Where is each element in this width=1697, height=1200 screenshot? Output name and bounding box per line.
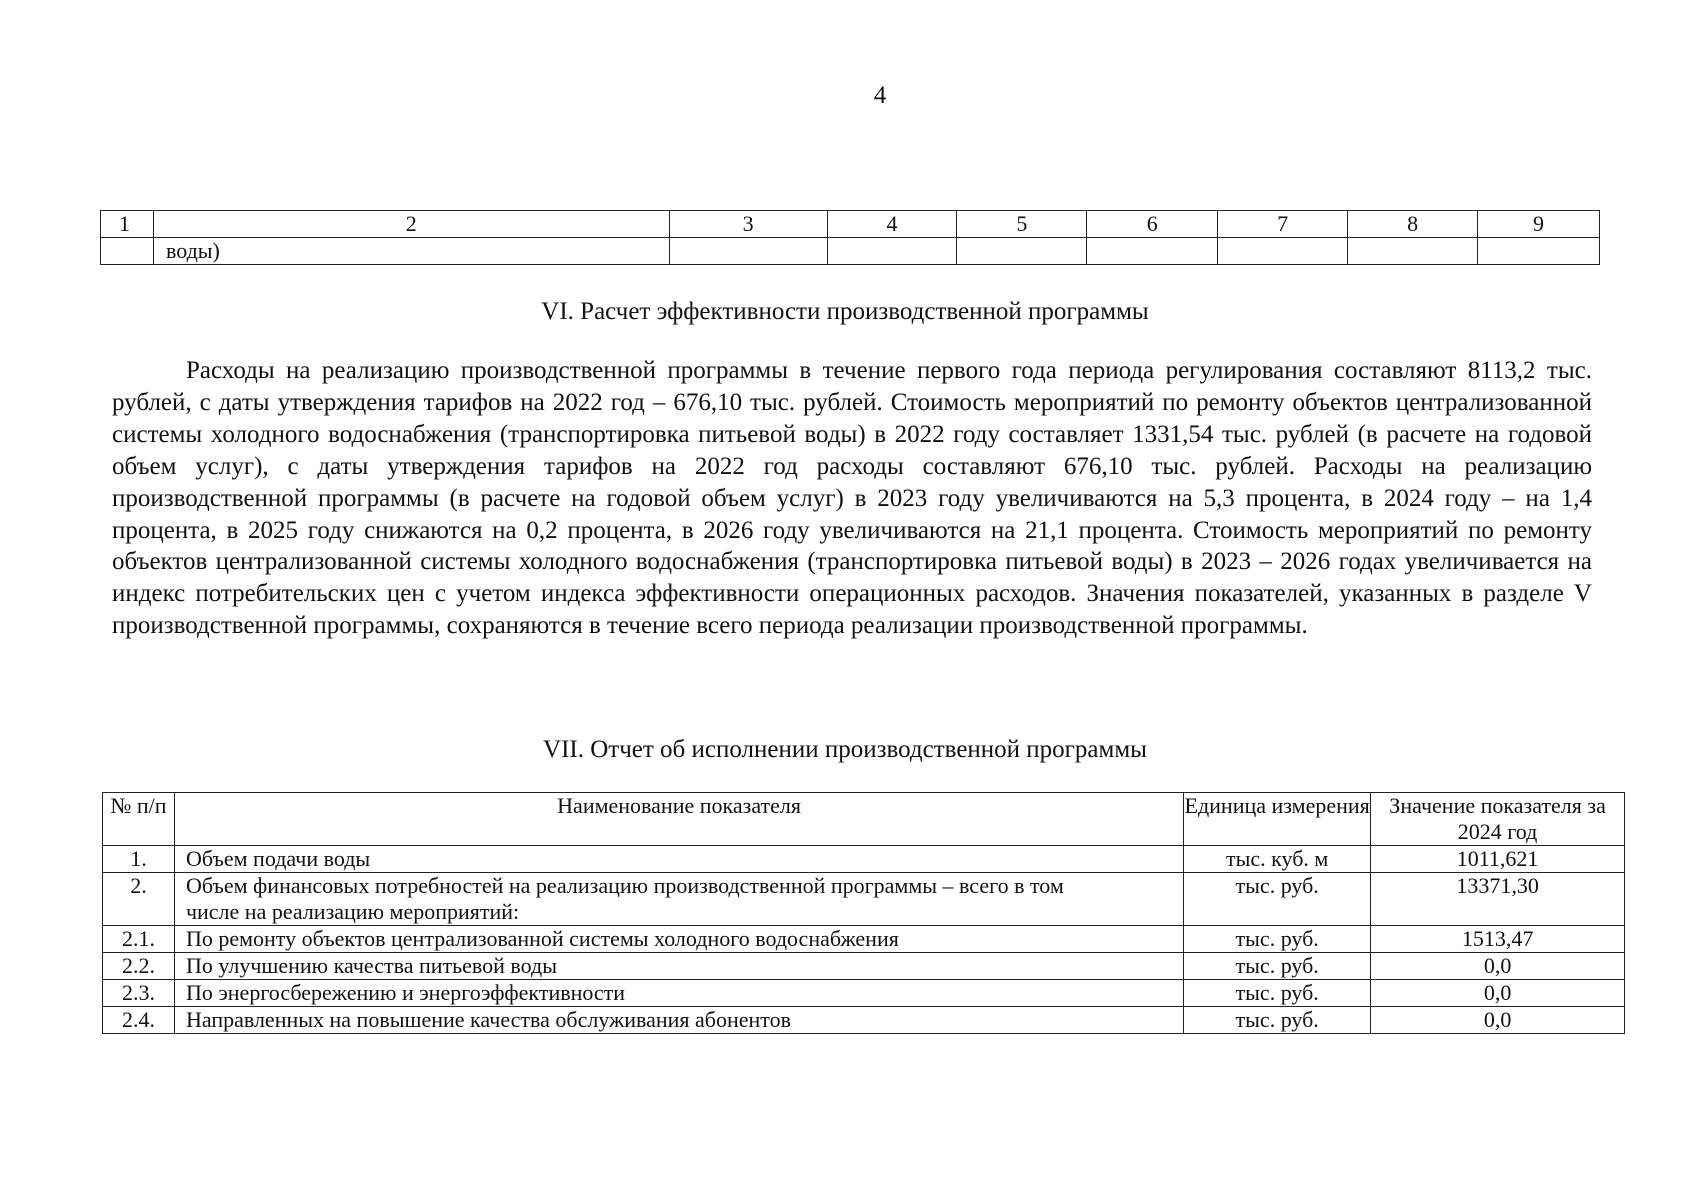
row-name: По ремонту объектов централизованной системы холодного водоснабжения [174,926,1183,953]
row-num: 2.1. [103,926,175,953]
row-unit: тыс. руб. [1184,873,1371,926]
row-value: 13371,30 [1371,873,1625,926]
column-number-cell: 4 [827,211,957,238]
header-name: Наименование показателя [174,793,1183,846]
section-6-title: VI. Расчет эффективности производственной программы [541,298,1149,325]
table-row [103,926,1625,953]
table-cell [1348,238,1478,265]
column-number-cell: 2 [153,211,669,238]
row-unit: тыс. руб. [1184,926,1371,953]
row-value: 0,0 [1371,953,1625,980]
table-cell [1478,238,1600,265]
continuation-header-row [101,211,1600,238]
row-num: 2. [103,873,175,926]
section-7-title: VII. Отчет об исполнении производственной программы [543,736,1147,763]
table-cell [669,238,827,265]
row-value: 0,0 [1371,980,1625,1007]
table-cell [1218,238,1348,265]
row-value: 1513,47 [1371,926,1625,953]
table-cell [827,238,957,265]
row-name: Направленных на повышение качества обслуживания абонентов [174,1007,1183,1034]
row-unit: тыс. руб. [1184,980,1371,1007]
table-cell [101,238,154,265]
row-num: 2.3. [103,980,175,1007]
row-num: 1. [103,846,175,873]
column-number-cell: 5 [957,211,1087,238]
header-unit: Единица измерения [1184,793,1371,846]
row-value: 0,0 [1371,1007,1625,1034]
column-number-cell: 9 [1478,211,1600,238]
row-name: Объем финансовых потребностей на реализацию производственной программы – всего в том числе на реализацию мероприятий: [174,873,1183,926]
column-number-cell: 8 [1348,211,1478,238]
row-num: 2.2. [103,953,175,980]
table-cell [957,238,1087,265]
header-value: Значение показателя за 2024 год [1371,793,1625,846]
page-number: 4 [873,82,887,109]
table-row [103,980,1625,1007]
report-table [102,792,1625,1034]
header-num: № п/п [103,793,175,846]
row-name: Объем подачи воды [174,846,1183,873]
continuation-table [100,210,1600,265]
column-number-cell: 3 [669,211,827,238]
row-num: 2.4. [103,1007,175,1034]
column-number-cell: 6 [1087,211,1218,238]
report-table-header [103,793,1625,846]
row-name: По улучшению качества питьевой воды [174,953,1183,980]
row-unit: тыс. руб. [1184,1007,1371,1034]
table-cell: воды) [153,238,669,265]
column-number-cell: 1 [101,211,154,238]
row-value: 1011,621 [1371,846,1625,873]
table-cell [1087,238,1218,265]
table-row [103,1007,1625,1034]
column-number-cell: 7 [1218,211,1348,238]
table-row [103,846,1625,873]
row-name: По энергосбережению и энергоэффективности [174,980,1183,1007]
table-row [103,953,1625,980]
continuation-row [101,238,1600,265]
table-row [103,873,1625,926]
section-6-paragraph: Расходы на реализацию производственной программы в течение первого года периода регулирования составляют 8113,2 тыс. рублей, с даты утверждения тарифов на 2022 год – 676,10 тыс. рублей. Стоимость мероприятий по ремонту объектов централизованной системы холодного водоснабжения (транспортировка питьевой воды) в 2022 году составляет 1331,54 тыс. рублей (в расчете на годовой объем услуг), с даты утверждения тарифов на 2022 год расходы составляют 676,10 тыс. рублей. Расходы на реализацию производственной программы (в расчете на годовой объем услуг) в 2023 году увеличиваются на 5,3 процента, в 2024 году – на 1,4 процента, в 2025 году снижаются на 0,2 процента, в 2026 году увеличиваются на 21,1 процента. Стоимость мероприятий по ремонту объектов централизованной системы холодного водоснабжения (транспортировка питьевой воды) в 2023 – 2026 годах увеличивается на индекс потребительских цен с учетом индекса эффективности операционных расходов. Значения показателей, указанных в разделе V производственной программы, сохраняются в течение всего периода реализации производственной программы. [112,357,1592,640]
row-unit: тыс. руб. [1184,953,1371,980]
row-unit: тыс. куб. м [1184,846,1371,873]
